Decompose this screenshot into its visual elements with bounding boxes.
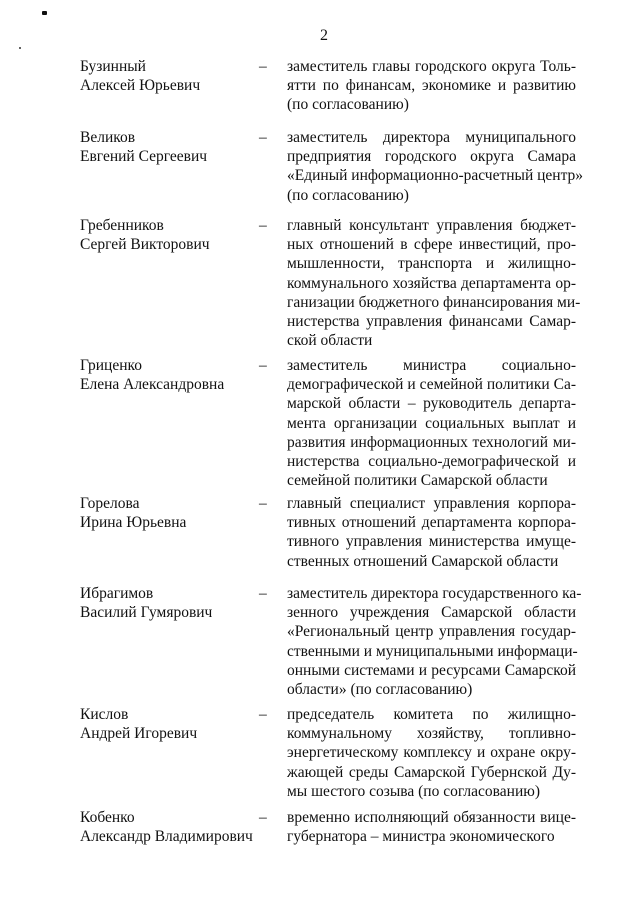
- member-surname: Ибрагимов: [80, 585, 154, 602]
- position-line: ятти по финансам, экономике и развитию: [287, 77, 576, 95]
- position-line: главный специалист управления корпора-: [287, 495, 576, 512]
- position-line: «Региональный центр управления государ-: [287, 623, 576, 641]
- separator-dash: –: [259, 58, 267, 75]
- member-surname: Великов: [80, 129, 136, 146]
- position-line: (по согласованию): [287, 96, 409, 114]
- member-surname: Гриценко: [80, 357, 142, 374]
- separator-dash: –: [259, 495, 267, 512]
- position-line: демографической и семейной политики Са-: [287, 376, 576, 394]
- member-given-names: Андрей Игоревич: [80, 725, 198, 742]
- position-line: ственными и муниципальными информаци-: [287, 642, 578, 660]
- position-line: мышленности, транспорта и жилищно-: [287, 255, 576, 273]
- position-line: мы шестого созыва (по согласованию): [287, 782, 540, 800]
- member-name: [80, 705, 260, 743]
- position-line: нистерства управления финансами Самар-: [287, 313, 576, 331]
- member-name: [80, 808, 260, 846]
- position-line: ганизации бюджетного финансирования ми-: [287, 293, 581, 311]
- position-line: заместитель министра социально-: [287, 357, 576, 374]
- member-position: [287, 705, 576, 801]
- position-line: семейной политики Самарской области: [287, 472, 548, 490]
- member-given-names: Алексей Юрьевич: [80, 77, 201, 94]
- position-line: ской области: [287, 332, 373, 350]
- member-given-names: Александр Владимирович: [80, 828, 253, 845]
- member-name: [80, 57, 260, 95]
- position-line: нистерства социально-демографической и: [287, 453, 576, 471]
- position-line: энергетическому комплексу и охране окру-: [287, 744, 576, 762]
- member-surname: Горелова: [80, 495, 140, 512]
- member-name: [80, 356, 260, 394]
- position-line: (по согласованию): [287, 186, 409, 204]
- position-line: «Единый информационно-расчетный центр»: [287, 167, 584, 185]
- position-line: заместитель директора государственного ка-: [287, 585, 582, 602]
- position-line: марской области – руководитель департа-: [287, 395, 576, 413]
- member-position: [287, 128, 584, 205]
- position-line: мента организации социальных выплат и: [287, 414, 576, 432]
- separator-dash: –: [259, 217, 267, 234]
- member-name: [80, 128, 260, 166]
- page-number: 2: [320, 27, 328, 44]
- member-given-names: Елена Александровна: [80, 376, 225, 393]
- member-surname: Гребенников: [80, 217, 164, 234]
- position-line: заместитель главы городского округа Толь-: [287, 58, 576, 75]
- member-given-names: Евгений Сергеевич: [80, 148, 208, 165]
- member-given-names: Ирина Юрьевна: [80, 514, 187, 531]
- member-position: [287, 494, 576, 571]
- position-line: губернатора – министра экономического: [287, 828, 555, 846]
- position-line: председатель комитета по жилищно-: [287, 706, 576, 723]
- scan-speck: [19, 47, 21, 49]
- member-name: [80, 216, 260, 254]
- separator-dash: –: [259, 706, 267, 723]
- position-line: жающей среды Самарской Губернской Ду-: [287, 763, 576, 781]
- position-line: онными системами и ресурсами Самарской: [287, 661, 576, 679]
- member-position: [287, 57, 576, 115]
- position-line: заместитель директора муниципального: [287, 129, 576, 146]
- member-given-names: Сергей Викторович: [80, 236, 210, 253]
- position-line: главный консультант управления бюджет-: [287, 217, 576, 234]
- separator-dash: –: [259, 357, 267, 374]
- position-line: развития информационных технологий ми-: [287, 433, 576, 451]
- position-line: коммунального хозяйства департамента ор-: [287, 274, 576, 292]
- separator-dash: –: [259, 585, 267, 602]
- member-surname: Кобенко: [80, 809, 135, 826]
- position-line: ных отношений в сфере инвестиций, про-: [287, 236, 576, 254]
- position-line: ственных отношений Самарской области: [287, 552, 559, 570]
- member-surname: Бузинный: [80, 58, 146, 75]
- position-line: временно исполняющий обязанности вице-: [287, 809, 576, 826]
- scan-speck: [42, 11, 47, 15]
- member-position: [287, 584, 582, 699]
- member-given-names: Василий Гумярович: [80, 604, 213, 621]
- position-line: предприятия городского округа Самара: [287, 148, 576, 166]
- position-line: тивных отношений департамента корпора-: [287, 514, 576, 532]
- position-line: зенного учреждения Самарской области: [287, 604, 576, 622]
- member-name: [80, 584, 260, 622]
- member-name: [80, 494, 260, 532]
- position-line: области» (по согласованию): [287, 681, 473, 699]
- member-position: [287, 216, 581, 350]
- member-surname: Кислов: [80, 706, 129, 723]
- separator-dash: –: [259, 129, 267, 146]
- separator-dash: –: [259, 809, 267, 826]
- member-position: [287, 808, 576, 846]
- position-line: тивного управления министерства имуще-: [287, 533, 576, 551]
- position-line: коммунальному хозяйству, топливно-: [287, 725, 576, 743]
- member-position: [287, 356, 576, 490]
